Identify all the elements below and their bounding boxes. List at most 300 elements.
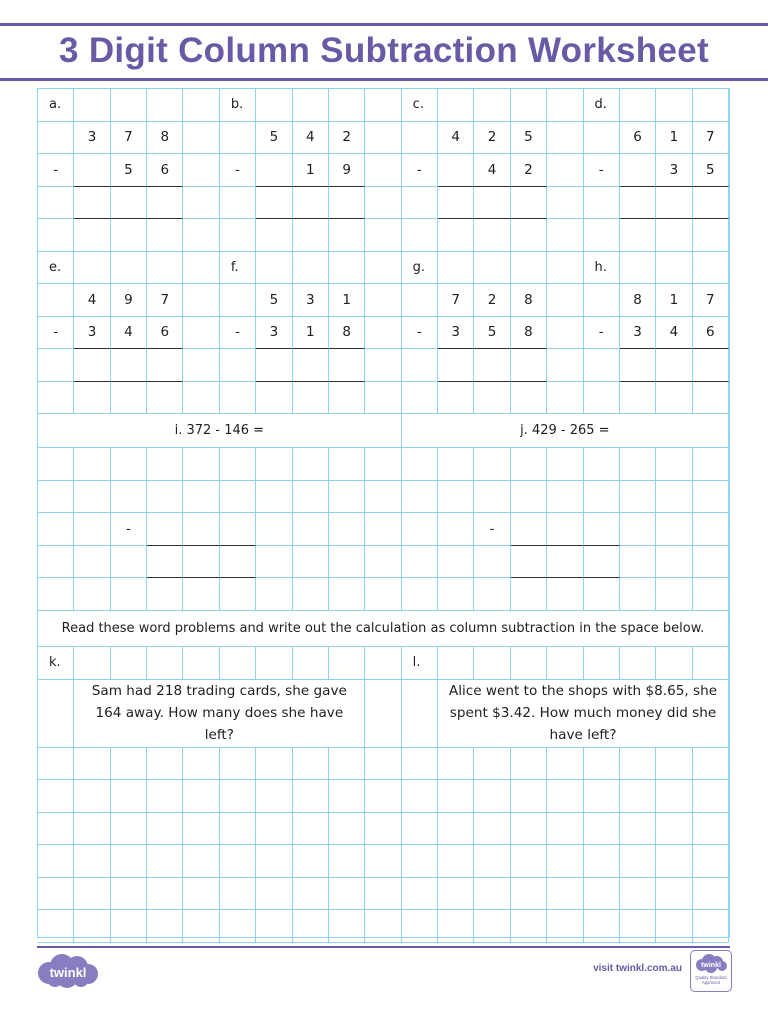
grid-cell[interactable] [656, 647, 692, 680]
grid-cell [220, 219, 256, 252]
grid-cell [474, 252, 510, 285]
grid-cell[interactable] [147, 578, 183, 611]
grid-cell[interactable] [656, 910, 692, 943]
grid-cell[interactable] [656, 878, 692, 911]
grid-cell [511, 382, 547, 415]
digit-cell: 4 [74, 284, 110, 317]
grid-cell[interactable] [365, 578, 401, 611]
grid-cell[interactable] [656, 546, 692, 579]
grid-cell [220, 382, 256, 415]
grid-cell[interactable] [511, 647, 547, 680]
grid-cell[interactable] [256, 647, 292, 680]
answer-cell[interactable] [293, 187, 329, 220]
grid-cell [584, 219, 620, 252]
grid-cell[interactable] [74, 481, 110, 514]
grid-cell [38, 382, 74, 415]
working-cell[interactable] [183, 513, 219, 546]
grid-cell[interactable] [74, 748, 110, 781]
answer-cell[interactable] [620, 349, 656, 382]
grid-cell[interactable] [620, 513, 656, 546]
grid-cell[interactable] [693, 513, 729, 546]
grid-cell[interactable] [220, 481, 256, 514]
grid-cell[interactable] [620, 910, 656, 943]
grid-cell[interactable] [38, 481, 74, 514]
answer-cell[interactable] [474, 349, 510, 382]
answer-cell[interactable] [511, 187, 547, 220]
grid-cell[interactable] [402, 878, 438, 911]
grid-cell[interactable] [38, 878, 74, 911]
grid-cell[interactable] [620, 546, 656, 579]
grid-cell[interactable] [511, 878, 547, 911]
grid-cell[interactable] [111, 647, 147, 680]
answer-cell[interactable] [147, 187, 183, 220]
grid-cell[interactable] [402, 448, 438, 481]
grid-cell[interactable] [547, 647, 583, 680]
grid-cell[interactable] [256, 910, 292, 943]
grid-cell[interactable] [147, 780, 183, 813]
working-cell[interactable] [584, 546, 620, 579]
grid-cell[interactable] [256, 481, 292, 514]
grid-cell[interactable] [220, 448, 256, 481]
grid-cell[interactable] [693, 546, 729, 579]
grid-cell[interactable] [547, 910, 583, 943]
working-cell[interactable] [511, 513, 547, 546]
grid-cell[interactable] [547, 878, 583, 911]
grid-cell[interactable] [147, 748, 183, 781]
grid-cell[interactable] [220, 578, 256, 611]
grid-cell[interactable] [656, 748, 692, 781]
grid-cell[interactable] [693, 813, 729, 846]
grid-cell[interactable] [474, 813, 510, 846]
grid-cell[interactable] [220, 780, 256, 813]
grid-cell [584, 284, 620, 317]
grid-cell[interactable] [402, 578, 438, 611]
grid-cell[interactable] [147, 845, 183, 878]
grid-cell [329, 382, 365, 415]
grid-cell[interactable] [438, 578, 474, 611]
grid-cell[interactable] [220, 910, 256, 943]
answer-cell[interactable] [656, 187, 692, 220]
grid-cell[interactable] [656, 448, 692, 481]
grid-cell[interactable] [183, 578, 219, 611]
grid-cell[interactable] [511, 481, 547, 514]
grid-cell[interactable] [111, 910, 147, 943]
grid-cell[interactable] [329, 845, 365, 878]
grid-cell[interactable] [183, 448, 219, 481]
grid-cell[interactable] [438, 845, 474, 878]
grid-cell [547, 89, 583, 122]
grid-cell[interactable] [402, 813, 438, 846]
grid-cell[interactable] [74, 878, 110, 911]
visit-link[interactable]: visit twinkl.com.au [593, 963, 682, 974]
grid-cell[interactable] [656, 780, 692, 813]
grid-cell[interactable] [511, 748, 547, 781]
grid-cell[interactable] [438, 748, 474, 781]
grid-cell[interactable] [329, 813, 365, 846]
digit-cell: 6 [693, 317, 729, 350]
grid-cell[interactable] [584, 845, 620, 878]
answer-cell[interactable] [256, 349, 292, 382]
grid-cell[interactable] [256, 448, 292, 481]
grid-cell[interactable] [365, 910, 401, 943]
grid-cell [547, 252, 583, 285]
grid-cell[interactable] [438, 481, 474, 514]
answer-cell[interactable] [147, 349, 183, 382]
grid-cell[interactable] [547, 780, 583, 813]
grid-cell[interactable] [438, 513, 474, 546]
horizontal-problem: i. 372 - 146 = [38, 414, 402, 448]
digit-cell: 4 [474, 154, 510, 187]
grid-cell [256, 252, 292, 285]
grid-cell[interactable] [74, 647, 110, 680]
grid-cell[interactable] [111, 845, 147, 878]
grid-cell[interactable] [293, 513, 329, 546]
grid-cell[interactable] [74, 578, 110, 611]
grid-cell[interactable] [329, 647, 365, 680]
working-cell[interactable] [547, 546, 583, 579]
grid-cell[interactable] [38, 578, 74, 611]
grid-cell[interactable] [402, 481, 438, 514]
grid-cell[interactable] [474, 578, 510, 611]
grid-cell[interactable] [693, 481, 729, 514]
grid-cell[interactable] [584, 780, 620, 813]
grid-cell[interactable] [620, 845, 656, 878]
grid-cell[interactable] [329, 481, 365, 514]
minus-sign: - [402, 154, 438, 187]
grid-cell[interactable] [474, 878, 510, 911]
grid-cell[interactable] [365, 813, 401, 846]
grid-cell[interactable] [256, 546, 292, 579]
grid-cell [547, 382, 583, 415]
grid-cell[interactable] [74, 513, 110, 546]
grid-cell[interactable] [111, 748, 147, 781]
grid-cell[interactable] [474, 780, 510, 813]
grid-cell[interactable] [402, 546, 438, 579]
grid-cell[interactable] [620, 813, 656, 846]
grid-cell[interactable] [293, 647, 329, 680]
grid-cell[interactable] [693, 878, 729, 911]
grid-cell[interactable] [365, 845, 401, 878]
grid-cell[interactable] [256, 748, 292, 781]
grid-cell[interactable] [38, 780, 74, 813]
grid-cell[interactable] [111, 546, 147, 579]
grid-cell[interactable] [620, 578, 656, 611]
grid-cell[interactable] [656, 578, 692, 611]
grid-cell[interactable] [656, 513, 692, 546]
grid-cell[interactable] [147, 813, 183, 846]
grid-cell[interactable] [474, 748, 510, 781]
grid-cell[interactable] [547, 578, 583, 611]
grid-cell[interactable] [74, 546, 110, 579]
grid-cell[interactable] [111, 813, 147, 846]
grid-cell [620, 382, 656, 415]
grid-cell[interactable] [584, 647, 620, 680]
grid-cell[interactable] [474, 546, 510, 579]
answer-cell[interactable] [474, 187, 510, 220]
grid-cell[interactable] [220, 748, 256, 781]
grid-cell[interactable] [74, 910, 110, 943]
grid-cell[interactable] [656, 845, 692, 878]
answer-cell[interactable] [329, 349, 365, 382]
grid-cell[interactable] [620, 878, 656, 911]
answer-cell[interactable] [656, 349, 692, 382]
grid-cell [183, 284, 219, 317]
grid-cell[interactable] [547, 448, 583, 481]
grid-cell[interactable] [365, 546, 401, 579]
grid-cell[interactable] [111, 448, 147, 481]
grid-cell [584, 382, 620, 415]
problem-label: b. [220, 89, 256, 122]
grid-cell[interactable] [438, 780, 474, 813]
grid-cell[interactable] [547, 481, 583, 514]
grid-cell[interactable] [474, 910, 510, 943]
grid-cell[interactable] [38, 845, 74, 878]
answer-cell[interactable] [693, 349, 729, 382]
grid-cell[interactable] [293, 546, 329, 579]
grid-cell[interactable] [293, 845, 329, 878]
grid-cell[interactable] [584, 481, 620, 514]
grid-cell [329, 89, 365, 122]
grid-cell[interactable] [693, 448, 729, 481]
grid-cell[interactable] [147, 878, 183, 911]
working-cell[interactable] [584, 513, 620, 546]
grid-cell[interactable] [220, 845, 256, 878]
grid-cell [438, 89, 474, 122]
digit-cell: 3 [256, 317, 292, 350]
grid-cell[interactable] [584, 813, 620, 846]
grid-cell[interactable] [256, 578, 292, 611]
grid-cell[interactable] [293, 813, 329, 846]
grid-cell[interactable] [147, 647, 183, 680]
grid-cell[interactable] [620, 448, 656, 481]
grid-cell[interactable] [329, 878, 365, 911]
grid-cell[interactable] [74, 448, 110, 481]
answer-cell[interactable] [438, 349, 474, 382]
digit-cell: 5 [693, 154, 729, 187]
grid-cell [365, 252, 401, 285]
grid-cell[interactable] [656, 481, 692, 514]
grid-cell[interactable] [147, 481, 183, 514]
grid-cell[interactable] [365, 513, 401, 546]
grid-cell[interactable] [329, 748, 365, 781]
grid-cell[interactable] [293, 910, 329, 943]
grid-cell[interactable] [365, 780, 401, 813]
grid-cell[interactable] [402, 780, 438, 813]
working-cell[interactable] [547, 513, 583, 546]
grid-cell[interactable] [474, 647, 510, 680]
grid-cell[interactable] [584, 878, 620, 911]
grid-cell[interactable] [256, 513, 292, 546]
grid-cell[interactable] [220, 647, 256, 680]
grid-cell[interactable] [693, 845, 729, 878]
grid-cell[interactable] [365, 481, 401, 514]
working-cell[interactable] [147, 513, 183, 546]
grid-cell[interactable] [293, 481, 329, 514]
grid-cell[interactable] [293, 748, 329, 781]
grid-cell[interactable] [183, 748, 219, 781]
grid-cell[interactable] [365, 748, 401, 781]
grid-cell[interactable] [584, 448, 620, 481]
grid-cell [656, 219, 692, 252]
grid-cell[interactable] [38, 448, 74, 481]
grid-cell[interactable] [620, 780, 656, 813]
grid-cell[interactable] [402, 513, 438, 546]
grid-cell[interactable] [402, 845, 438, 878]
grid-cell[interactable] [365, 448, 401, 481]
digit-cell: 3 [74, 317, 110, 350]
word-problem-text: Sam had 218 trading cards, she gave 164 away. How many does she have left? [74, 680, 365, 748]
working-cell[interactable] [511, 546, 547, 579]
grid-cell[interactable] [474, 845, 510, 878]
answer-cell[interactable] [74, 187, 110, 220]
answer-cell[interactable] [620, 187, 656, 220]
grid-cell[interactable] [547, 813, 583, 846]
working-cell[interactable] [220, 513, 256, 546]
answer-cell[interactable] [438, 187, 474, 220]
grid-cell [183, 122, 219, 155]
grid-cell[interactable] [38, 910, 74, 943]
grid-cell[interactable] [183, 878, 219, 911]
answer-cell[interactable] [256, 187, 292, 220]
grid-cell[interactable] [365, 878, 401, 911]
grid-cell[interactable] [293, 448, 329, 481]
grid-cell[interactable] [293, 578, 329, 611]
grid-cell[interactable] [511, 813, 547, 846]
grid-cell[interactable] [511, 845, 547, 878]
answer-cell[interactable] [511, 349, 547, 382]
grid-cell[interactable] [584, 910, 620, 943]
grid-cell[interactable] [329, 546, 365, 579]
grid-cell[interactable] [183, 647, 219, 680]
answer-cell[interactable] [111, 349, 147, 382]
grid-cell[interactable] [402, 910, 438, 943]
grid-cell [402, 680, 438, 748]
answer-cell[interactable] [111, 187, 147, 220]
grid-cell[interactable] [620, 481, 656, 514]
grid-cell[interactable] [329, 780, 365, 813]
grid-cell[interactable] [329, 578, 365, 611]
grid-cell[interactable] [438, 647, 474, 680]
grid-cell[interactable] [329, 513, 365, 546]
grid-cell[interactable] [256, 878, 292, 911]
answer-cell[interactable] [74, 349, 110, 382]
working-cell[interactable] [183, 546, 219, 579]
grid-cell[interactable] [111, 780, 147, 813]
grid-cell[interactable] [365, 647, 401, 680]
grid-cell[interactable] [438, 448, 474, 481]
grid-cell[interactable] [693, 748, 729, 781]
grid-cell [474, 89, 510, 122]
grid-cell[interactable] [256, 845, 292, 878]
grid-cell[interactable] [693, 910, 729, 943]
minus-sign: - [402, 317, 438, 350]
grid-cell[interactable] [656, 813, 692, 846]
answer-cell[interactable] [329, 187, 365, 220]
grid-cell[interactable] [584, 578, 620, 611]
grid-cell[interactable] [511, 910, 547, 943]
grid-cell[interactable] [438, 546, 474, 579]
grid-cell[interactable] [147, 910, 183, 943]
grid-cell[interactable] [438, 910, 474, 943]
grid-cell [693, 252, 729, 285]
grid-cell[interactable] [183, 910, 219, 943]
grid-cell[interactable] [511, 578, 547, 611]
digit-cell: 6 [147, 317, 183, 350]
working-cell[interactable] [220, 546, 256, 579]
working-cell[interactable] [147, 546, 183, 579]
grid-cell[interactable] [111, 578, 147, 611]
grid-cell[interactable] [38, 813, 74, 846]
minus-sign: - [584, 317, 620, 350]
grid-cell[interactable] [693, 578, 729, 611]
grid-cell[interactable] [511, 780, 547, 813]
digit-cell: 8 [511, 317, 547, 350]
minus-sign: - [220, 317, 256, 350]
grid-cell[interactable] [620, 647, 656, 680]
grid-cell[interactable] [474, 448, 510, 481]
grid-cell[interactable] [111, 878, 147, 911]
grid-cell[interactable] [547, 845, 583, 878]
grid-cell[interactable] [74, 780, 110, 813]
footer-rule [37, 946, 730, 948]
digit-cell: 7 [438, 284, 474, 317]
grid-cell[interactable] [74, 813, 110, 846]
grid-cell[interactable] [438, 813, 474, 846]
digit-cell: 4 [293, 122, 329, 155]
answer-cell[interactable] [693, 187, 729, 220]
grid-cell [402, 382, 438, 415]
grid-cell [38, 349, 74, 382]
grid-cell[interactable] [693, 647, 729, 680]
grid-cell [147, 219, 183, 252]
grid-cell [365, 219, 401, 252]
grid-cell[interactable] [220, 878, 256, 911]
answer-cell[interactable] [293, 349, 329, 382]
grid-cell[interactable] [111, 481, 147, 514]
grid-cell[interactable] [256, 780, 292, 813]
grid-cell[interactable] [220, 813, 256, 846]
digit-cell: 8 [329, 317, 365, 350]
grid-cell[interactable] [620, 748, 656, 781]
grid-cell[interactable] [293, 780, 329, 813]
grid-cell[interactable] [584, 748, 620, 781]
grid-cell [293, 89, 329, 122]
grid-cell[interactable] [183, 845, 219, 878]
grid-cell [656, 252, 692, 285]
grid-cell[interactable] [147, 448, 183, 481]
grid-cell[interactable] [547, 748, 583, 781]
grid-cell[interactable] [438, 878, 474, 911]
grid-cell[interactable] [293, 878, 329, 911]
digit-cell: 5 [256, 122, 292, 155]
grid-cell[interactable] [693, 780, 729, 813]
grid-cell[interactable] [511, 448, 547, 481]
grid-cell[interactable] [74, 845, 110, 878]
grid-cell[interactable] [183, 481, 219, 514]
grid-cell[interactable] [38, 748, 74, 781]
grid-cell[interactable] [329, 448, 365, 481]
grid-cell[interactable] [183, 780, 219, 813]
grid-cell[interactable] [38, 546, 74, 579]
grid-cell[interactable] [474, 481, 510, 514]
grid-cell[interactable] [38, 513, 74, 546]
grid-cell[interactable] [329, 910, 365, 943]
grid-cell [38, 219, 74, 252]
grid-cell[interactable] [256, 813, 292, 846]
page-title: 3 Digit Column Subtraction Worksheet [59, 31, 709, 70]
grid-cell[interactable] [183, 813, 219, 846]
grid-cell[interactable] [402, 748, 438, 781]
